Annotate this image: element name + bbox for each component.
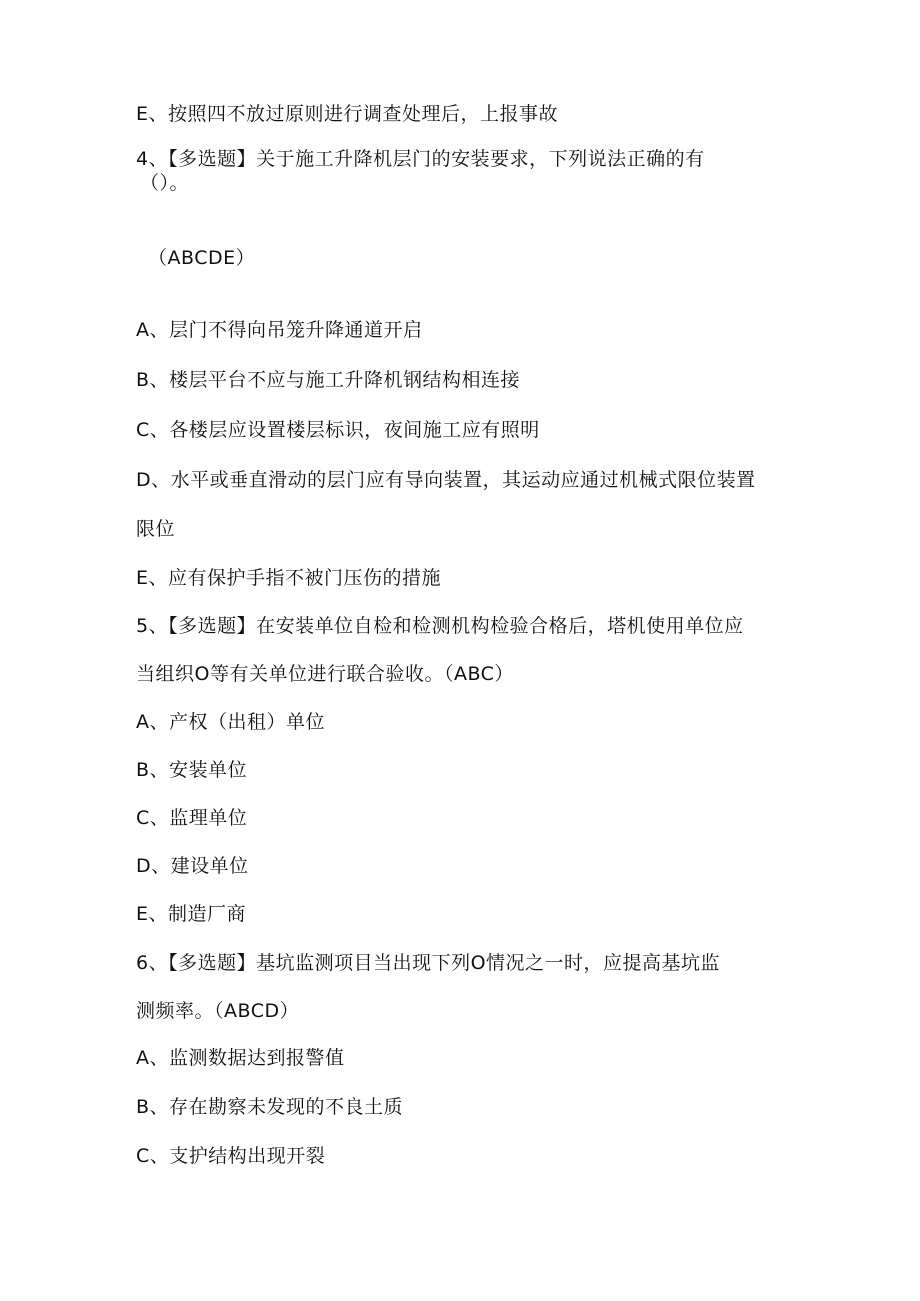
answer-line: （ABCDE）	[148, 247, 256, 269]
option-line: B、安装单位	[136, 759, 248, 781]
option-line: D、水平或垂直滑动的层门应有导向装置，其运动应通过机械式限位装置	[136, 469, 756, 491]
option-line: A、层门不得向吊笼升降通道开启	[136, 319, 423, 341]
option-line: C、支护结构出现开裂	[136, 1145, 326, 1167]
question-line: 5、【多选题】在安装单位自检和检测机构检验合格后，塔机使用单位应	[136, 615, 744, 637]
option-line: 限位	[136, 518, 176, 540]
question-line: 6、【多选题】基坑监测项目当出现下列O情况之一时，应提高基坑监	[136, 952, 721, 974]
option-line: E、制造厂商	[136, 903, 247, 925]
option-line: C、监理单位	[136, 807, 248, 829]
option-line: B、存在勘察未发现的不良土质	[136, 1096, 404, 1118]
question-line: 当组织O等有关单位进行联合验收。（ABC）	[136, 663, 514, 685]
question-line: 4、【多选题】关于施工升降机层门的安装要求，下列说法正确的有	[136, 148, 705, 170]
question-line: 测频率。（ABCD）	[136, 1000, 300, 1022]
option-line: E、应有保护手指不被门压伤的措施	[136, 567, 442, 589]
option-line: E、按照四不放过原则进行调查处理后，上报事故	[136, 103, 559, 125]
option-line: A、产权（出租）单位	[136, 711, 325, 733]
option-line: D、建设单位	[136, 855, 249, 877]
option-line: C、各楼层应设置楼层标识，夜间施工应有照明	[136, 419, 540, 441]
question-line: （）。	[140, 172, 190, 194]
option-line: B、楼层平台不应与施工升降机钢结构相连接	[136, 369, 521, 391]
option-line: A、监测数据达到报警值	[136, 1047, 345, 1069]
